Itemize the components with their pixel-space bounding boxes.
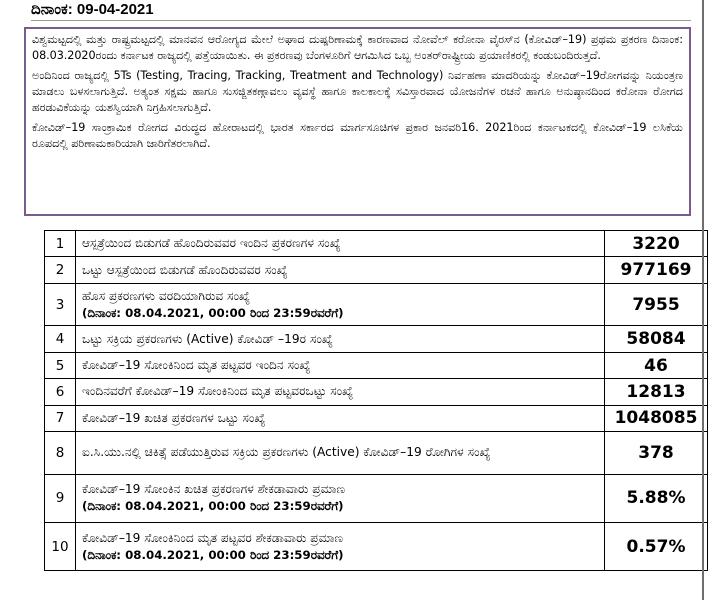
intro-paragraph-1: ವಿಶ್ವಮಟ್ಟದಲ್ಲಿ ಮತ್ತು ರಾಷ್ಟ್ರಮಟ್ಟದಲ್ಲಿ ಮಾನವನ ಆರೋಗ್ಯದ ಮೇಲೆ ಅಘಾದ ದುಷ್ಪರಿಣಾಮಕ್ಕೆ ಕಾರಣವಾದ ನೋವೆಲ್ ಕರೋನಾ ವೈರಸ್‌ನ (ಕೋವಿಡ್–19) ಪ್ರಥಮ ಪ್ರಕರಣ ದಿನಾಂಕ: 08.03.2020ರಂದು ಕರ್ನಾಟಕ ರಾಜ್ಯದಲ್ಲಿ ಪತ್ತೆಯಾಯಿತು. ಈ ಪ್ರಕರಣವು ಬೆಂಗಳೂರಿಗೆ ಆಗಮಿಸಿದ ಒಬ್ಬ ಅಂತರ್‌ರಾಷ್ಟ್ರೀಯ ಪ್ರಯಾಣಿಕರಲ್ಲಿ ಕಂಡುಬಂದಿರುತ್ತದೆ. bbox=[32, 33, 683, 62]
row-label: ಇಂದಿನವರೆಗೆ ಕೋವಿಡ್–19 ಸೋಂಕಿನಿಂದ ಮೃತ ಪಟ್ಟವರಒಟ್ಟು ಸಂಖ್ಯೆ bbox=[82, 384, 354, 399]
row-number: 9 bbox=[45, 474, 76, 523]
row-number: 5 bbox=[45, 352, 76, 378]
row-date-range: (ದಿನಾಂಕ: 08.04.2021, 00:00 ರಿಂದ 23:59ರವರೆಗೆ) bbox=[82, 305, 344, 320]
row-value: 58084 bbox=[605, 326, 708, 352]
row-value: 3220 bbox=[605, 231, 708, 257]
row-number: 4 bbox=[45, 326, 76, 352]
intro-paragraph-3: ಕೋವಿಡ್–19 ಸಾಂಕ್ರಾಮಿಕ ರೋಗದ ವಿರುದ್ಧದ ಹೋರಾಟದಲ್ಲಿ ಭಾರತ ಸರ್ಕಾರದ ಮಾರ್ಗಸೂಚಿಗಳ ಪ್ರಕಾರ ಜನವರಿ16. 2021ರಿಂದ ಕರ್ನಾಟಕದಲ್ಲಿ ಕೋವಿಡ್–19 ಲಸಿಕೆಯ ರೂಪದಲ್ಲಿ ಪರಿಣಾಮಕಾರಿಯಾಗಿ ಜಾರಿಗೆತರಲಾಗಿದೆ. bbox=[32, 121, 683, 150]
row-value: 378 bbox=[605, 432, 708, 474]
page-edge-divider bbox=[702, 0, 704, 600]
row-label: ಆಸ್ಪತ್ರೆಯಿಂದ ಬಿಡುಗಡೆ ಹೊಂದಿರುವವರ ಇಂದಿನ ಪ್ರಕರಣಗಳ ಸಂಖ್ಯೆ bbox=[82, 236, 341, 251]
row-description-cell bbox=[76, 283, 605, 325]
row-description-cell bbox=[76, 231, 605, 257]
row-label: ಕೋವಿಡ್–19 ಖಚಿತ ಪ್ರಕರಣಗಳ ಒಟ್ಟು ಸಂಖ್ಯೆ bbox=[82, 410, 266, 425]
table-row bbox=[45, 283, 708, 325]
row-description-cell bbox=[76, 257, 605, 283]
row-description-cell bbox=[76, 379, 605, 405]
table-row bbox=[45, 405, 708, 431]
row-value: 7955 bbox=[605, 283, 708, 325]
row-date-range: (ದಿನಾಂಕ: 08.04.2021, 00:00 ರಿಂದ 23:59ರವರೆಗೆ) bbox=[82, 499, 344, 514]
intro-box bbox=[24, 27, 691, 216]
row-number: 6 bbox=[45, 379, 76, 405]
row-number: 7 bbox=[45, 405, 76, 431]
row-number: 1 bbox=[45, 231, 76, 257]
row-description-cell bbox=[76, 432, 605, 474]
table-row bbox=[45, 326, 708, 352]
row-value: 1048085 bbox=[605, 405, 708, 431]
row-date-range: (ದಿನಾಂಕ: 08.04.2021, 00:00 ರಿಂದ 23:59ರವರೆಗೆ) bbox=[82, 547, 344, 562]
row-label: ಕೋವಿಡ್–19 ಸೋಂಕಿನಿಂದ ಮೃತ ಪಟ್ಟವರ ಶೇಕಡಾವಾರು ಪ್ರಮಾಣ bbox=[82, 530, 344, 545]
row-number: 2 bbox=[45, 257, 76, 283]
table-row bbox=[45, 352, 708, 378]
row-label: ಕೋವಿಡ್–19 ಸೋಂಕಿನಿಂದ ಮೃತ ಪಟ್ಟವರ ಇಂದಿನ ಸಂಖ್ಯೆ bbox=[82, 358, 311, 372]
table-row bbox=[45, 523, 708, 571]
table-row bbox=[45, 474, 708, 523]
row-label: ಒಟ್ಟು ಆಸ್ಪತ್ರೆಯಿಂದ ಬಿಡುಗಡೆ ಹೊಂದಿರುವವರ ಸಂಖ್ಯೆ bbox=[82, 262, 288, 277]
table-row bbox=[45, 231, 708, 257]
table-row bbox=[45, 257, 708, 283]
row-number: 8 bbox=[45, 432, 76, 474]
row-value: 12813 bbox=[605, 379, 708, 405]
row-value: 977169 bbox=[605, 257, 708, 283]
row-value: 46 bbox=[605, 352, 708, 378]
row-label: ಐ.ಸಿ.ಯು.ನಲ್ಲಿ ಚಿಕಿತ್ಸೆ ಪಡೆಯುತ್ತಿರುವ ಸಕ್ರಿಯ ಪ್ರಕರಣಗಳು (Active) ಕೋವಿಡ್–19 ರೋಗಿಗಳ ಸಂಖ್ಯೆ bbox=[82, 445, 491, 460]
report-date: ದಿನಾಂಕ: 09-04-2021 bbox=[31, 0, 691, 21]
row-number: 10 bbox=[45, 523, 76, 571]
intro-paragraph-2: ಅಂದಿನಿಂದ ರಾಜ್ಯದಲ್ಲಿ 5Ts (Testing, Tracing, Tracking, Treatment and Technology) ನಿರ್ವಹಣಾ ಮಾದರಿಯನ್ನು ಕೋವಿಡ್–19ರೋಗವನ್ನು ನಿಯಂತ್ರಣ ಮಾಡಲು ಬಳಸಲಾಗುತ್ತಿದೆ. ಅತ್ಯಂತ ಸಕ್ಷಮ ಹಾಗೂ ಸುಸಜ್ಜಿತಕಣ್ಗಾವಲು ವ್ಯವಸ್ಥೆ ಹಾಗೂ ಕಾಲಕಾಲಕ್ಕೆ ಸವಿಸ್ತಾರವಾದ ಯೋಜನೆಗಳ ರಚನೆ ಹಾಗೂ ಅನುಷ್ಠಾನದಿಂದ ಕರೋನಾ ರೋಗದ ಹರಡುವಿಕೆಯನ್ನು ಯಶಸ್ವಿಯಾಗಿ ನಿಗ್ರಹಿಸಲಾಗುತ್ತಿದೆ. bbox=[32, 69, 683, 114]
row-description-cell bbox=[76, 474, 605, 523]
row-label: ಒಟ್ಟು ಸಕ್ರಿಯ ಪ್ರಕರಣಗಳು (Active) ಕೋವಿಡ್ –19ರ ಸಂಖ್ಯೆ bbox=[82, 331, 333, 346]
row-description-cell bbox=[76, 405, 605, 431]
table-row bbox=[45, 379, 708, 405]
row-description-cell bbox=[76, 352, 605, 378]
row-label: ಹೊಸ ಪ್ರಕರಣಗಳು ವರದಿಯಾಗಿರುವ ಸಂಖ್ಯೆ bbox=[82, 288, 251, 303]
table-row bbox=[45, 432, 708, 474]
row-value: 5.88% bbox=[605, 474, 708, 523]
row-number: 3 bbox=[45, 283, 76, 325]
row-value: 0.57% bbox=[605, 523, 708, 571]
row-description-cell bbox=[76, 326, 605, 352]
row-label: ಕೋವಿಡ್–19 ಸೋಂಕಿನ ಖಚಿತ ಪ್ರಕರಣಗಳ ಶೇಕಡಾವಾರು ಪ್ರಮಾಣ bbox=[82, 482, 346, 497]
covid-stats-table bbox=[44, 230, 708, 571]
row-description-cell bbox=[76, 523, 605, 571]
